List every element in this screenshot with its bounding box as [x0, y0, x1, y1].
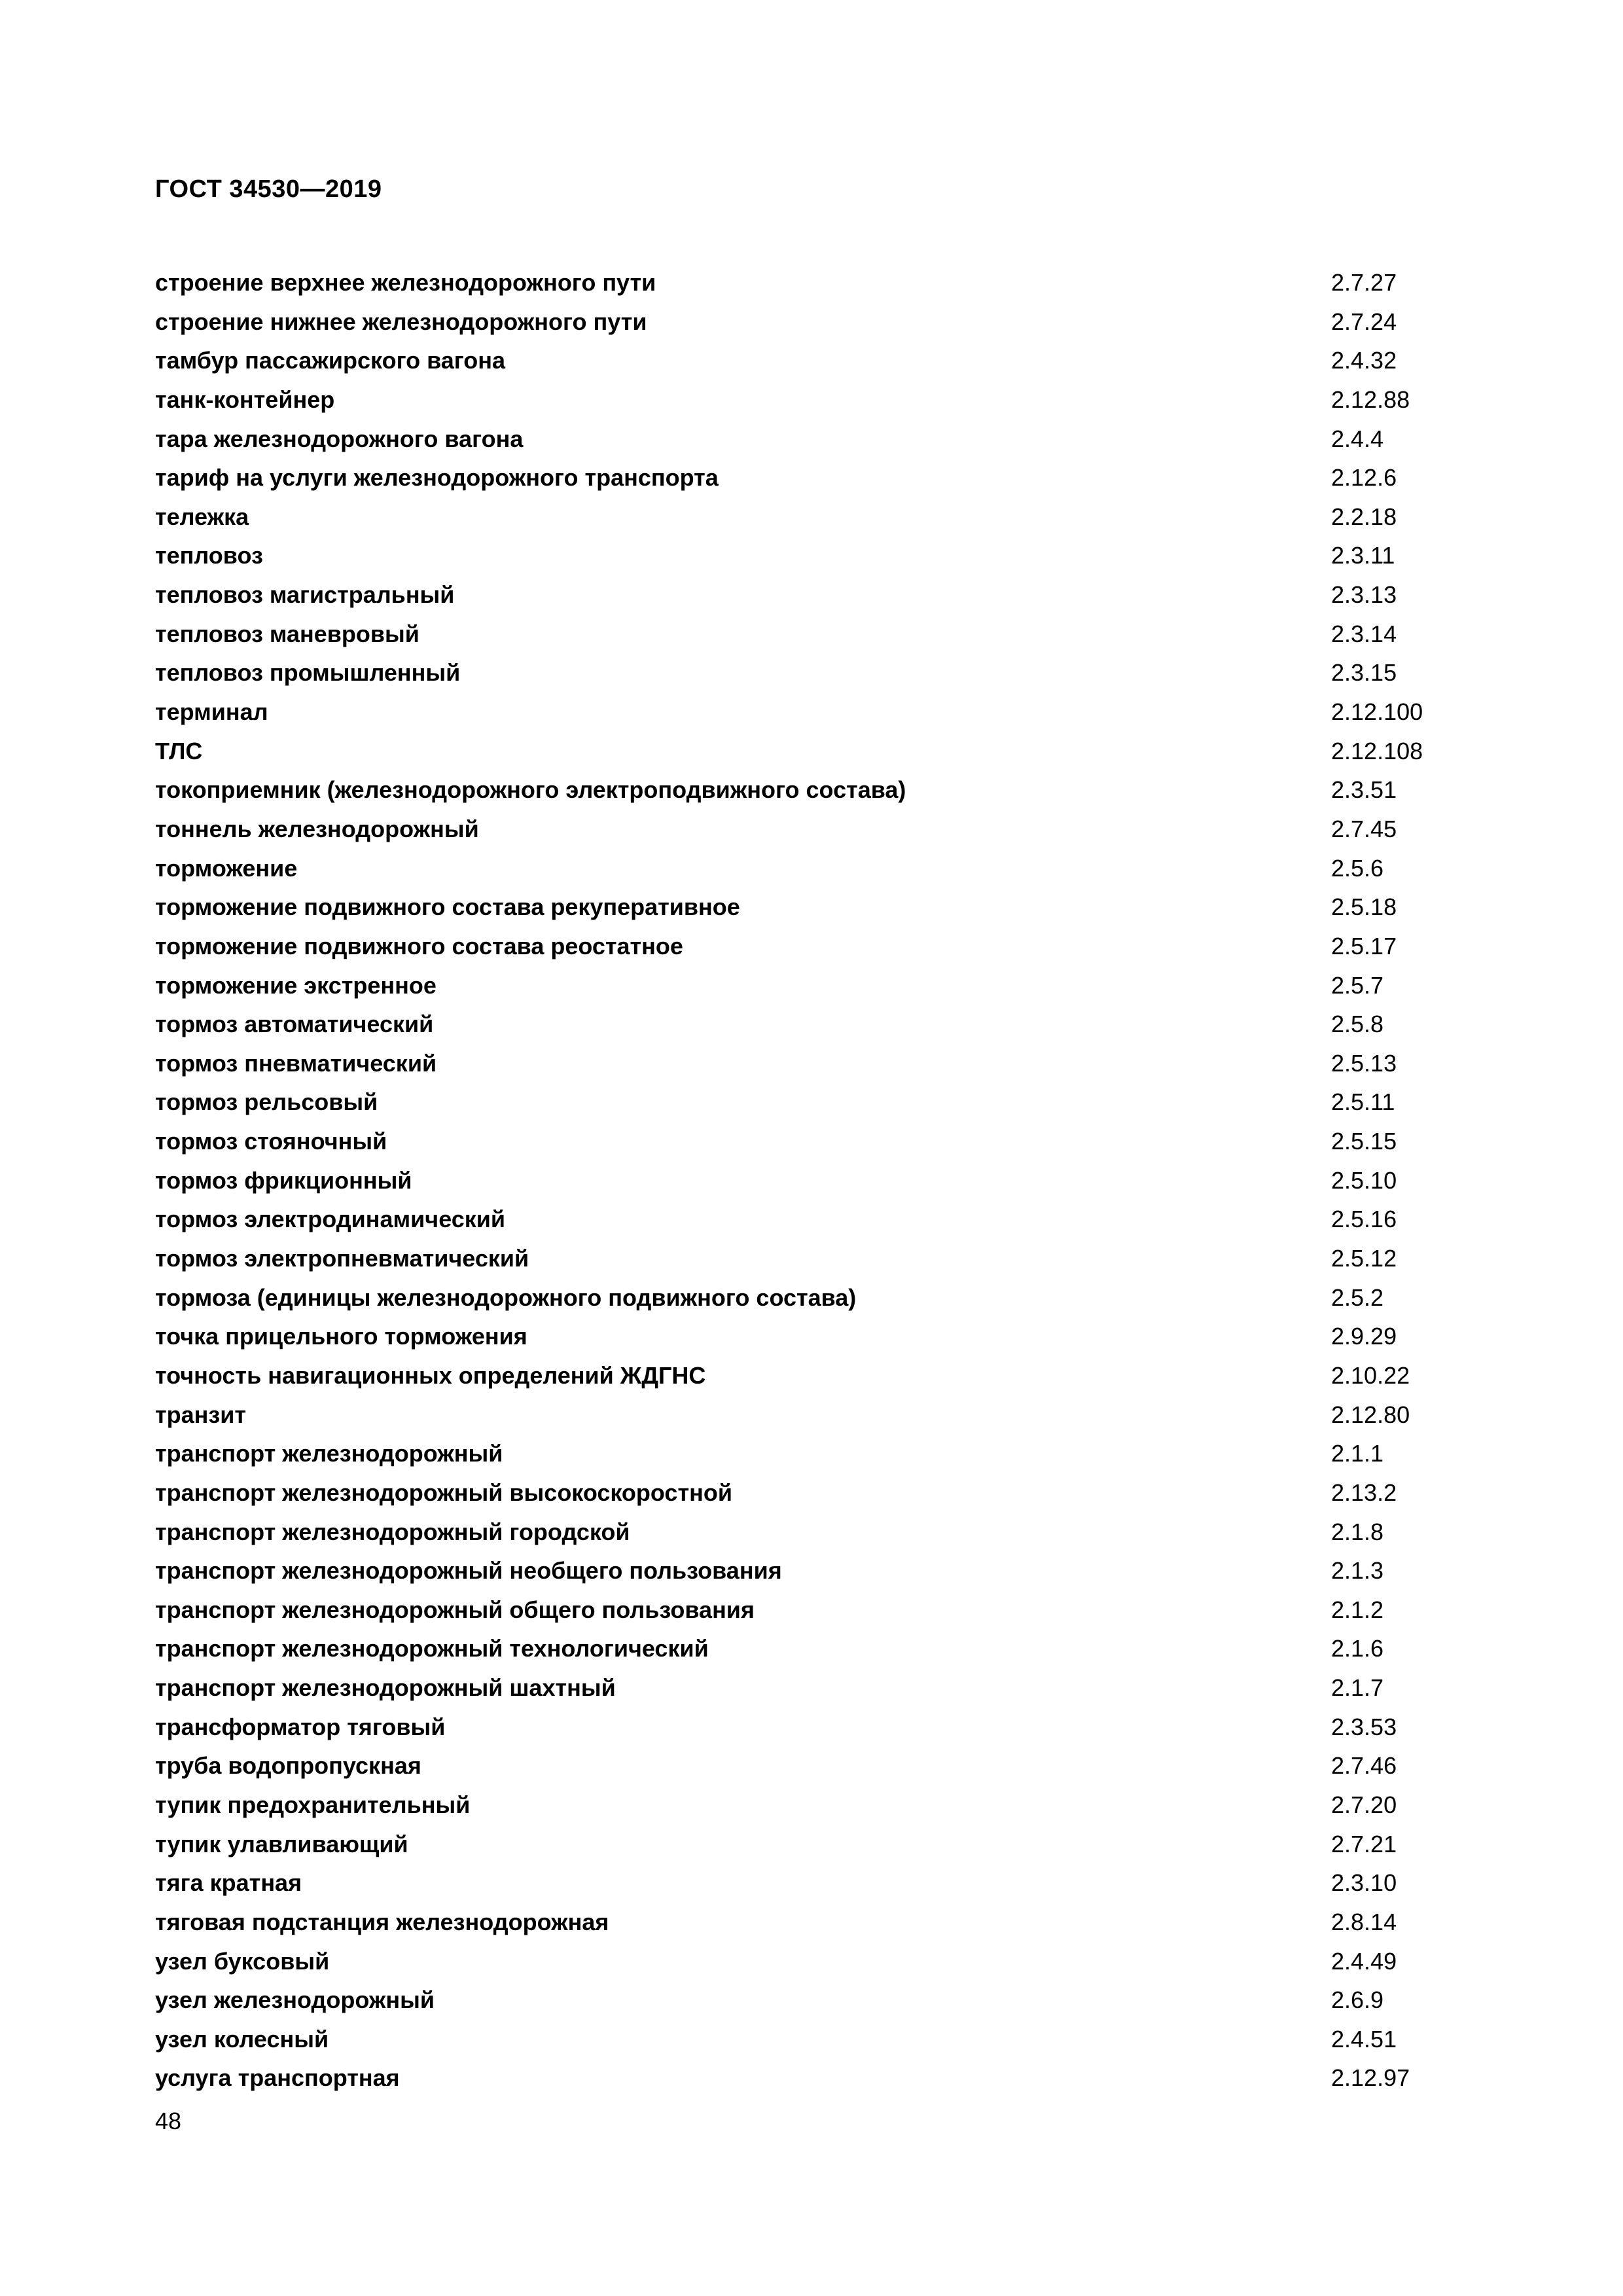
index-reference: 2.3.15: [1331, 659, 1397, 687]
index-entry: [155, 2058, 1477, 2098]
index-reference: 2.1.2: [1331, 1596, 1384, 1623]
index-term: тележка: [155, 503, 249, 530]
index-entry: [155, 1473, 1477, 1513]
index-entry: [155, 849, 1477, 888]
index-term: тормоз фрикционный: [155, 1166, 412, 1194]
index-term: тормоза (единицы железнодорожного подвижного состава): [155, 1283, 857, 1311]
index-entry: [155, 1317, 1477, 1356]
index-reference: 2.3.14: [1331, 620, 1397, 647]
index-reference: 2.7.20: [1331, 1791, 1397, 1818]
index-entry: [155, 420, 1477, 459]
index-reference: 2.10.22: [1331, 1361, 1410, 1389]
index-entry: [155, 1513, 1477, 1552]
index-term: торможение: [155, 854, 298, 882]
index-term: тормоз рельсовый: [155, 1088, 378, 1116]
index-term: транспорт железнодорожный общего пользования: [155, 1596, 755, 1623]
index-entry: [155, 1590, 1477, 1630]
index-reference: 2.6.9: [1331, 1986, 1384, 2014]
index-term: тормоз электродинамический: [155, 1206, 506, 1233]
index-entry: [155, 966, 1477, 1005]
index-term: тепловоз магистральный: [155, 581, 455, 609]
index-term: трансформатор тяговый: [155, 1713, 446, 1740]
index-entry: [155, 1785, 1477, 1825]
index-reference: 2.1.1: [1331, 1440, 1384, 1467]
index-reference: 2.1.3: [1331, 1557, 1384, 1585]
index-entry: [155, 341, 1477, 380]
index-reference: 2.1.6: [1331, 1635, 1384, 1662]
index-entry: [155, 1825, 1477, 1864]
index-reference: 2.4.49: [1331, 1947, 1397, 1975]
index-reference: 2.4.4: [1331, 425, 1384, 452]
index-reference: 2.5.16: [1331, 1206, 1397, 1233]
index-term: транспорт железнодорожный необщего пользования: [155, 1557, 782, 1585]
index-reference: 2.8.14: [1331, 1908, 1397, 1935]
index-term: тормоз пневматический: [155, 1049, 437, 1077]
index-entry: [155, 1981, 1477, 2020]
index-reference: 2.5.7: [1331, 971, 1384, 999]
index-reference: 2.12.108: [1331, 737, 1423, 764]
document-header: ГОСТ 34530—2019: [155, 175, 382, 203]
index-term: торможение подвижного состава реостатное: [155, 932, 683, 960]
index-entry: [155, 575, 1477, 615]
index-reference: 2.3.53: [1331, 1713, 1397, 1740]
index-term: танк-контейнер: [155, 386, 335, 413]
index-term: тяга кратная: [155, 1869, 302, 1897]
index-reference: 2.5.11: [1331, 1088, 1395, 1116]
index-entry: [155, 1161, 1477, 1200]
index-entry: [155, 263, 1477, 302]
index-term: тепловоз маневровый: [155, 620, 419, 647]
index-reference: 2.13.2: [1331, 1479, 1397, 1506]
index-reference: 2.3.11: [1331, 542, 1395, 569]
index-term: строение верхнее железнодорожного пути: [155, 269, 656, 296]
index-term: строение нижнее железнодорожного пути: [155, 308, 647, 335]
index-entry: [155, 1668, 1477, 1708]
index-reference: 2.3.13: [1331, 581, 1397, 609]
index-term: узел колесный: [155, 2025, 329, 2053]
index-reference: 2.7.21: [1331, 1830, 1397, 1857]
index-reference: 2.12.80: [1331, 1401, 1410, 1428]
index-entry: [155, 1005, 1477, 1044]
index-term: тепловоз промышленный: [155, 659, 461, 687]
index-entry: [155, 1629, 1477, 1668]
index-term: торможение подвижного состава рекуперативное: [155, 893, 740, 921]
index-entry: [155, 1122, 1477, 1161]
index-entry: [155, 458, 1477, 497]
index-term: тормоз автоматический: [155, 1011, 434, 1038]
index-reference: 2.7.24: [1331, 308, 1397, 335]
index-term: узел буксовый: [155, 1947, 330, 1975]
index-term: тепловоз: [155, 542, 263, 569]
index-entry: [155, 810, 1477, 849]
index-term: тупик предохранительный: [155, 1791, 471, 1818]
index-entry: [155, 1708, 1477, 1747]
index-reference: 2.12.88: [1331, 386, 1410, 413]
index-entry: [155, 1200, 1477, 1239]
index-term: тормоз электропневматический: [155, 1245, 529, 1272]
index-entry: [155, 1044, 1477, 1083]
index-term: транспорт железнодорожный шахтный: [155, 1674, 616, 1702]
index-entry: [155, 1239, 1477, 1278]
index-term: узел железнодорожный: [155, 1986, 435, 2014]
index-reference: 2.5.2: [1331, 1283, 1384, 1311]
index-entry: [155, 1551, 1477, 1590]
index-term: тамбур пассажирского вагона: [155, 347, 506, 374]
index-term: транспорт железнодорожный высокоскоростной: [155, 1479, 732, 1506]
index-entry: [155, 770, 1477, 810]
index-reference: 2.12.6: [1331, 464, 1397, 492]
index-entry: [155, 692, 1477, 732]
index-entry: [155, 732, 1477, 771]
index-term: точка прицельного торможения: [155, 1323, 527, 1350]
index-reference: 2.5.8: [1331, 1011, 1384, 1038]
index-reference: 2.7.46: [1331, 1752, 1397, 1780]
index-term: тяговая подстанция железнодорожная: [155, 1908, 609, 1935]
index-reference: 2.1.7: [1331, 1674, 1384, 1702]
index-term: транспорт железнодорожный технологический: [155, 1635, 709, 1662]
index-entry: [155, 1863, 1477, 1903]
index-term: торможение экстренное: [155, 971, 437, 999]
index-entry: [155, 380, 1477, 420]
index-entry: [155, 1903, 1477, 1942]
index-reference: 2.4.32: [1331, 347, 1397, 374]
index-term: токоприемник (железнодорожного электроподвижного состава): [155, 776, 906, 804]
index-reference: 2.5.18: [1331, 893, 1397, 921]
index-reference: 2.5.12: [1331, 1245, 1397, 1272]
index-entry: [155, 302, 1477, 342]
index-entry: [155, 1942, 1477, 1981]
index-entry: [155, 1356, 1477, 1395]
index-term: транспорт железнодорожный: [155, 1440, 503, 1467]
index-term: тара железнодорожного вагона: [155, 425, 524, 452]
index-reference: 2.4.51: [1331, 2025, 1397, 2053]
index-entry: [155, 536, 1477, 575]
index-reference: 2.9.29: [1331, 1323, 1397, 1350]
index-entry: [155, 497, 1477, 537]
index-term: тупик улавливающий: [155, 1830, 408, 1857]
index-term: услуга транспортная: [155, 2064, 400, 2092]
index-term: транспорт железнодорожный городской: [155, 1518, 630, 1545]
index-reference: 2.3.51: [1331, 776, 1397, 804]
index-reference: 2.2.18: [1331, 503, 1397, 530]
page-number: 48: [155, 2108, 182, 2134]
term-index-list: [155, 263, 1477, 2098]
index-reference: 2.12.100: [1331, 698, 1423, 726]
index-reference: 2.5.6: [1331, 854, 1384, 882]
index-entry: [155, 1746, 1477, 1785]
index-reference: 2.7.27: [1331, 269, 1397, 296]
index-entry: [155, 1395, 1477, 1435]
index-term: терминал: [155, 698, 268, 726]
index-reference: 2.1.8: [1331, 1518, 1384, 1545]
index-reference: 2.5.10: [1331, 1166, 1397, 1194]
index-entry: [155, 653, 1477, 692]
index-reference: 2.3.10: [1331, 1869, 1397, 1897]
index-term: транзит: [155, 1401, 247, 1428]
index-reference: 2.7.45: [1331, 815, 1397, 842]
index-term: ТЛС: [155, 737, 203, 764]
index-entry: [155, 1278, 1477, 1318]
index-entry: [155, 927, 1477, 966]
index-reference: 2.5.17: [1331, 932, 1397, 960]
index-entry: [155, 615, 1477, 654]
index-term: точность навигационных определений ЖДГНС: [155, 1361, 706, 1389]
index-term: тоннель железнодорожный: [155, 815, 479, 842]
index-entry: [155, 1083, 1477, 1122]
index-entry: [155, 2020, 1477, 2059]
index-reference: 2.5.15: [1331, 1128, 1397, 1155]
index-term: труба водопропускная: [155, 1752, 421, 1780]
index-term: тормоз стояночный: [155, 1128, 387, 1155]
index-term: тариф на услуги железнодорожного транспорта: [155, 464, 719, 492]
index-reference: 2.5.13: [1331, 1049, 1397, 1077]
index-reference: 2.12.97: [1331, 2064, 1410, 2092]
index-entry: [155, 888, 1477, 927]
index-entry: [155, 1434, 1477, 1473]
